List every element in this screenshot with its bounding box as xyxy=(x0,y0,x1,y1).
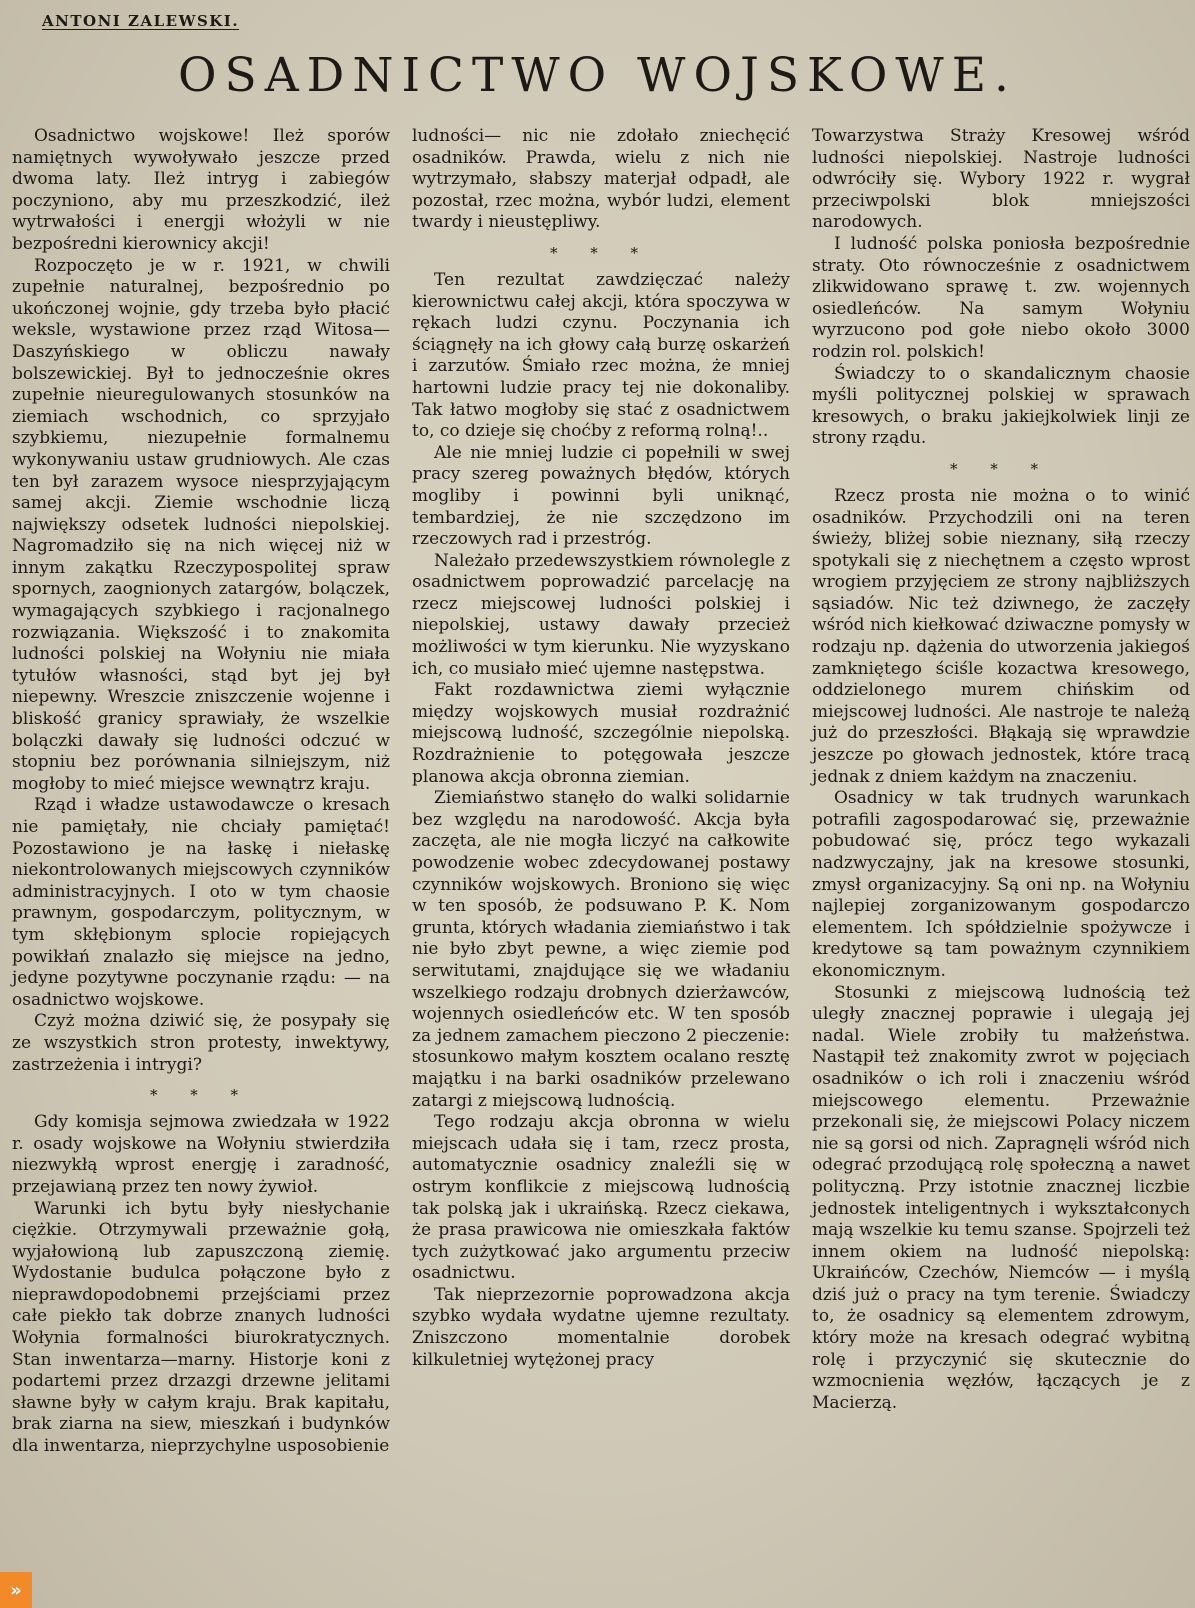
paragraph: Towarzystwa Straży Kresowej wśród ludności niepolskiej. Nastroje ludności odwróciły się. Wybory 1922 r. wygrał przeciwpolski blok mniejszości narodowych. xyxy=(812,126,1190,233)
paragraph: Ten rezultat zawdzięczać należy kierownictwu całej akcji, która spoczywa w rękach ludzi czynu. Poczynania ich ściągnęły na ich głowy całą burzę oskarżeń i zarzutów. Śmiało rzec można, że mniej hartowni ludzie pracy tej nie dokonaliby. Tak łatwo mogłoby się stać z osadnictwem to, co dzieje się choćby z reformą rolną!.. xyxy=(412,269,790,442)
paragraph: I ludność polska poniosła bezpośrednie straty. Oto równocześnie z osadnictwem zlikwidowano sprawę t. zw. wojennych osiedleńców. Na samym Wołyniu wyrzucono pod gołe niebo około 3000 rodzin rol. polskich! xyxy=(812,233,1190,362)
text-column-1 xyxy=(12,126,390,1458)
paragraph: Tego rodzaju akcja obronna w wielu miejscach udała się i tam, rzecz prosta, automatycznie osadnicy znaleźli się w ostrym konflikcie z miejscową ludnością tak polską jak i ukraińską. Rzecz ciekawa, że prasa prawicowa nie omieszkała faktów tych zużytkować jako argumentu przeciw osadnictwu. xyxy=(412,1112,790,1284)
article-title: OSADNICTWO WOJSKOWE. xyxy=(178,48,1017,103)
paragraph: Osadnicy w tak trudnych warunkach potrafili zagospodarować się, przeważnie pobudować się, prócz tego wykazali nadzwyczajny, jak na kresowe stosunki, zmysł organizacyjny. Są oni np. na Wołyniu najlepiej zorganizowanym gospodarczo elementem. Ich spółdzielnie spożywcze i kredytowe są tam poważnym czynnikiem ekonomicznym. xyxy=(812,788,1190,981)
paragraph: Fakt rozdawnictwa ziemi wyłącznie między wojskowych musiał rozdrażnić miejscową ludność, szczególnie niepolską. Rozdrażnienie to potęgowała jeszcze planowa akcja obronna ziemian. xyxy=(412,680,790,787)
section-separator: * * * xyxy=(549,243,653,262)
paragraph: Stosunki z miejscową ludnością też uległy znacznej poprawie i ulegają jej nadal. Wiele zrobiły tu małżeństwa. Nastąpił też znakomity zwrot w pojęciach osadników o ich roli i znaczeniu wśród miejscowego elementu. Przeważnie przekonali się, że miejscowi Polacy niczem nie są gorsi od nich. Zapragnęli wśród nich odegrać przodującą rolę społeczną a nawet polityczną. Przy istotnie znacznej liczbie jednostek inteligentnych i wykształconych mają wszelkie ku temu szanse. Spojrzeli też innem okiem na ludność niepolską: Ukraińców, Czechów, Niemców — i myślą dziś już o pracy na tym terenie. Świadczy to, że osadnicy są elementem zdrowym, który może na kresach odegrać wybitną rolę i przyczynić się skutecznie do wzmocnienia węzłów, łączących je z Macierzą. xyxy=(812,982,1190,1413)
section-separator: * * * xyxy=(149,1086,253,1105)
paragraph: Rozpoczęto je w r. 1921, w chwili zupełnie naturalnej, bezpośrednio po ukończonej wojnie, gdy trzeba było płacić weksle, wystawione przez rząd Witosa—Daszyńskiego w obliczu nawały bolszewickiej. Był to jednocześnie okres zupełnie nieuregulowanych stosunków na ziemiach wschodnich, co sprzyjało szybkiemu, niezupełnie formalnemu wykonywaniu ustaw grudniowych. Ale czas ten był zarazem wysoce niesprzyjającym samej akcji. Ziemie wschodnie liczą największy odsetek ludności niepolskiej. Nagromadziło się na nich więcej niż w innym zakątku Rzeczypospolitej spraw spornych, zaognionych zatargów, bolączek, wymagających szybkiego i racjonalnego rozwiązania. Większość i to znakomita ludności polskiej na Wołyniu nie miała tytułów własności, stąd byt jej był niepewny. Wreszcie zniszczenie wojenne i bliskość granicy sprawiały, że wszelkie bolączki dawały się ludności odczuć w stopniu bez porównania silniejszym, niż mogłoby to mieć miejsce wewnątrz kraju. xyxy=(12,255,390,794)
paragraph: Rząd i władze ustawodawcze o kresach nie pamiętały, nie chciały pamiętać! Pozostawiono je na łaskę i niełaskę niekontrolowanych miejscowych czynników administracyjnych. I oto w tym chaosie prawnym, gospodarczym, politycznym, w tym skłębionym splocie ropiejących powikłań znalazło się miejsce na jedno, jedyne pozytywne poczynanie rządu: — na osadnictwo wojskowe. xyxy=(12,795,390,1010)
paragraph: Ale nie mniej ludzie ci popełnili w swej pracy szereg poważnych błędów, których mogliby i powinni byli uniknąć, tembardziej, że nie szczędzono im rzeczowych rad i przestróg. xyxy=(412,442,790,550)
next-page-icon[interactable]: » xyxy=(0,1572,32,1608)
paragraph: Warunki ich bytu były niesłychanie ciężkie. Otrzymywali przeważnie gołą, wyjałowioną lub zapuszczoną ziemię. Wydostanie budulca połączone było z nieprawdopodobnemi przejściami przez całe piekło tak dobrze znanych ludności Wołynia formalności biurokratycznych. Stan inwentarza—marny. Historje koni z podartemi przez drzazgi drzewne jelitami sławne były w całym kraju. Brak kapitału, brak ziarna na siew, mieszkań i budynków dla inwentarza, nieprzychylne usposobienie xyxy=(12,1198,390,1457)
paragraph: Rzecz prosta nie można o to winić osadników. Przychodzili oni na teren świeży, bliżej sobie nieznany, siłą rzeczy spotykali się z niechętnem a często wprost wrogiem przyjęciem ze strony najbliższych sąsiadów. Nic też dziwnego, że zaczęły wśród nich kiełkować dziwaczne pomysły w rodzaju np. dążenia do utworzenia jakiegoś zamkniętego ściśle kozactwa kresowego, oddzielonego murem chińskim od miejscowej ludności. Ale nastroje te należą już do przeszłości. Błąkają się wprawdzie jeszcze po głowach jednostek, które tracą jednak z dniem każdym na znaczeniu. xyxy=(812,485,1190,787)
paragraph: Ziemiaństwo stanęło do walki solidarnie bez względu na narodowość. Akcja była zaczęta, ale nie mogła liczyć na całkowite powodzenie wobec zdecydowanej postawy czynników wojskowych. Broniono się więc w ten sposób, że podsuwano P. K. Nom grunta, których władania ziemiaństwo i tak nie było zbyt pewne, a więc ziemie pod serwitutami, znajdujące się we władaniu wszelkiego rodzaju drobnych dzierżawców, wojennych osiedleńców etc. W ten sposób za jednem zamachem pieczono 2 pieczenie: stosunkowo małym kosztem ocalano resztę majątku i na barki osadników przelewano zatargi z miejscową ludnością. xyxy=(412,788,790,1111)
paragraph: ludności— nic nie zdołało zniechęcić osadników. Prawda, wielu z nich nie wytrzymało, słabszy materjał odpadł, ale pozostał, rzec można, wybór ludzi, element twardy i nieustępliwy. xyxy=(412,126,790,233)
paragraph: Osadnictwo wojskowe! Ileż sporów namiętnych wywoływało jeszcze przed dwoma laty. Ileż intryg i zabiegów poczyniono, aby mu przeszkodzić, ileż wytrwałości i energji włożyli w nie bezpośredni kierownicy akcji! xyxy=(12,126,390,254)
text-column-2 xyxy=(412,126,790,1371)
paragraph: Świadczy to o skandalicznym chaosie myśli politycznej polskiej w sprawach kresowych, o braku jakiejkolwiek linji ze strony rządu. xyxy=(812,363,1190,449)
paragraph: Tak nieprzezornie poprowadzona akcja szybko wydała wydatne ujemne rezultaty. Zniszczono momentalnie dorobek kilkuletniej wytężonej pracy xyxy=(412,1284,790,1370)
paragraph: Gdy komisja sejmowa zwiedzała w 1922 r. osady wojskowe na Wołyniu stwierdziła niezwykłą wprost energję i zaradność, przejawianą przez ten nowy żywioł. xyxy=(12,1112,390,1197)
paragraph: Czyż można dziwić się, że posypały się ze wszystkich stron protesty, inwektywy, zastrzeżenia i intrygi? xyxy=(12,1011,390,1075)
text-column-3 xyxy=(812,126,1190,1414)
paragraph: Należało przedewszystkiem równolegle z osadnictwem poprowadzić parcelację na rzecz miejscowej ludności polskiej i niepolskiej, ustawy dawały przecież możliwości w tym kierunku. Nie wyzyskano ich, co musiało mieć ujemne następstwa. xyxy=(412,550,790,679)
section-separator: * * * xyxy=(949,459,1053,478)
author-name: ANTONI ZALEWSKI. xyxy=(42,12,240,30)
